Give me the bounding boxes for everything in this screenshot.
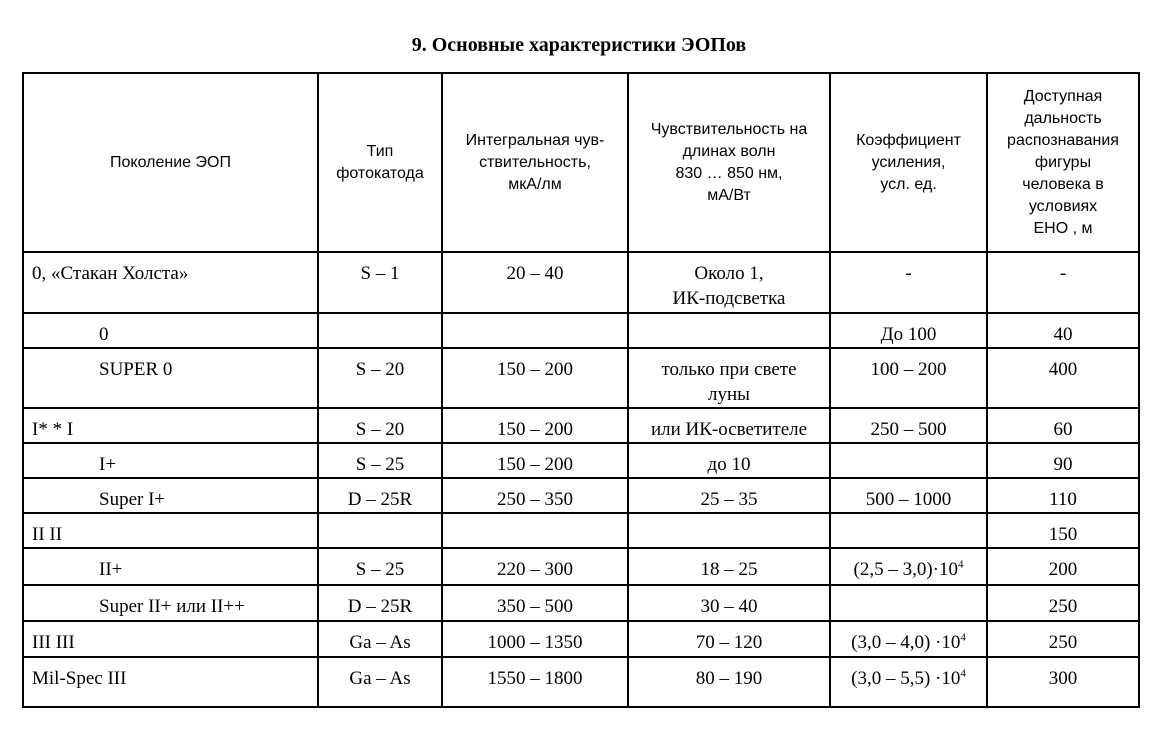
cell-generation (23, 657, 318, 707)
cell-integral-sensitivity-text: 220 – 300 (497, 559, 573, 580)
cell-recognition-range (987, 313, 1139, 348)
cell-integral-sensitivity (442, 252, 628, 313)
cell-wavelength-sensitivity-text: только при свете (661, 359, 797, 380)
cell-wavelength-sensitivity-text: или ИК-осветителе (650, 419, 808, 440)
cell-generation (23, 348, 318, 408)
header-recognition-range: Доступная дальность распознавания фигуры человека в условиях ЕНО , м (987, 73, 1139, 252)
cell-wavelength-sensitivity (628, 478, 830, 513)
cell-integral-sensitivity (442, 657, 628, 707)
cell-photocathode-text: S – 20 (355, 359, 405, 380)
cell-integral-sensitivity-text: 1550 – 1800 (487, 668, 583, 689)
cell-integral-sensitivity-text: 20 – 40 (506, 263, 564, 284)
cell-wavelength-sensitivity-text: до 10 (707, 454, 751, 475)
cell-recognition-range-text: 250 (1048, 596, 1078, 617)
cell-gain (830, 252, 987, 313)
cell-generation (23, 621, 318, 657)
cell-integral-sensitivity-text: 350 – 500 (497, 596, 573, 617)
cell-generation-text: 0 (99, 324, 109, 345)
cell-recognition-range-text: 90 (1053, 454, 1073, 475)
cell-photocathode (318, 513, 442, 548)
cell-gain (830, 657, 987, 707)
cell-recognition-range-text: 250 (1048, 632, 1078, 653)
cell-wavelength-sensitivity-text: 70 – 120 (695, 632, 763, 653)
gain-exponent: 4 (960, 667, 966, 680)
cell-recognition-range-text: 400 (1048, 359, 1078, 380)
cell-integral-sensitivity (442, 548, 628, 585)
cell-recognition-range (987, 408, 1139, 443)
cell-integral-sensitivity-text: 150 – 200 (497, 419, 573, 440)
cell-wavelength-sensitivity-text: ИК-подсветка (672, 288, 786, 309)
cell-wavelength-sensitivity (628, 513, 830, 548)
cell-integral-sensitivity (442, 408, 628, 443)
table-row (23, 621, 1139, 657)
cell-photocathode-text: D – 25R (347, 489, 413, 510)
gain-exponent: 4 (957, 558, 964, 571)
table-row (23, 313, 1139, 348)
header-integral-sensitivity: Интегральная чув- ствительность, мкА/лм (442, 73, 628, 252)
gain-exponent: 4 (960, 631, 966, 644)
cell-integral-sensitivity (442, 513, 628, 548)
cell-photocathode (318, 585, 442, 621)
cell-integral-sensitivity-text: 150 – 200 (497, 454, 573, 475)
cell-recognition-range-text: 40 (1053, 324, 1073, 345)
cell-integral-sensitivity-text: 1000 – 1350 (487, 632, 583, 653)
cell-recognition-range (987, 513, 1139, 548)
cell-gain-text: (2,5 – 3,0)·10 (853, 559, 958, 580)
cell-gain (830, 313, 987, 348)
cell-photocathode (318, 657, 442, 707)
header-photocathode-type: Тип фотокатода (318, 73, 442, 252)
cell-recognition-range-text: 60 (1053, 419, 1073, 440)
cell-photocathode (318, 408, 442, 443)
cell-photocathode (318, 348, 442, 408)
cell-photocathode-text: S – 25 (355, 559, 405, 580)
cell-generation (23, 548, 318, 585)
header-wavelength-sensitivity: Чувствительность на длинах волн 830 … 850 нм, мА/Вт (628, 73, 830, 252)
cell-photocathode (318, 621, 442, 657)
cell-integral-sensitivity (442, 348, 628, 408)
cell-photocathode (318, 548, 442, 585)
cell-generation (23, 513, 318, 548)
cell-wavelength-sensitivity-text: 18 – 25 (700, 559, 758, 580)
cell-gain (830, 348, 987, 408)
cell-gain-text: 100 – 200 (870, 359, 947, 380)
cell-wavelength-sensitivity (628, 443, 830, 478)
cell-wavelength-sensitivity (628, 548, 830, 585)
cell-generation-text: Mil-Spec III (32, 668, 127, 689)
cell-gain-text: 500 – 1000 (865, 489, 952, 510)
cell-gain-text: До 100 (880, 324, 937, 345)
cell-integral-sensitivity (442, 621, 628, 657)
table-row (23, 585, 1139, 621)
table-row (23, 548, 1139, 585)
cell-photocathode (318, 478, 442, 513)
table-row (23, 513, 1139, 548)
cell-wavelength-sensitivity (628, 313, 830, 348)
cell-gain-text: (3,0 – 5,5) ·10 (851, 668, 961, 689)
table-row (23, 252, 1139, 313)
header-gain: Коэффициент усиления, усл. ед. (830, 73, 987, 252)
cell-integral-sensitivity (442, 443, 628, 478)
cell-generation (23, 408, 318, 443)
cell-photocathode-text: S – 20 (355, 419, 405, 440)
cell-wavelength-sensitivity-text: 30 – 40 (700, 596, 758, 617)
cell-photocathode (318, 443, 442, 478)
cell-recognition-range-text: 110 (1049, 489, 1077, 510)
cell-gain (830, 513, 987, 548)
cell-photocathode (318, 252, 442, 313)
table-row (23, 657, 1139, 707)
cell-recognition-range-text: - (1059, 263, 1067, 284)
cell-recognition-range (987, 621, 1139, 657)
cell-generation-text: 0, «Стакан Холста» (32, 263, 189, 284)
cell-wavelength-sensitivity (628, 657, 830, 707)
cell-gain-text: (3,0 – 4,0) ·10 (851, 632, 961, 653)
cell-integral-sensitivity-text: 250 – 350 (497, 489, 573, 510)
cell-gain (830, 408, 987, 443)
cell-wavelength-sensitivity (628, 585, 830, 621)
table-row (23, 348, 1139, 408)
cell-generation-text: II+ (99, 559, 123, 580)
document-title: 9. Основные характеристики ЭОПов (411, 34, 747, 56)
cell-wavelength-sensitivity (628, 408, 830, 443)
characteristics-table (22, 72, 1140, 708)
cell-recognition-range (987, 443, 1139, 478)
cell-generation-text: Super II+ или II++ (99, 596, 245, 617)
cell-gain (830, 585, 987, 621)
cell-photocathode-text: S – 25 (355, 454, 405, 475)
cell-generation (23, 443, 318, 478)
cell-wavelength-sensitivity-text: 80 – 190 (695, 668, 763, 689)
cell-gain-text: - (905, 263, 912, 284)
cell-photocathode (318, 313, 442, 348)
cell-gain (830, 548, 987, 585)
cell-generation (23, 478, 318, 513)
cell-generation-text: SUPER 0 (99, 359, 173, 380)
header-row (23, 73, 1139, 252)
cell-recognition-range (987, 585, 1139, 621)
cell-generation-text: I* * I (32, 419, 74, 440)
cell-photocathode-text: Ga – As (349, 632, 411, 653)
cell-recognition-range (987, 252, 1139, 313)
cell-gain (830, 621, 987, 657)
cell-integral-sensitivity (442, 313, 628, 348)
cell-photocathode-text: Ga – As (349, 668, 411, 689)
cell-recognition-range (987, 478, 1139, 513)
table-row (23, 408, 1139, 443)
cell-gain (830, 443, 987, 478)
cell-photocathode-text: D – 25R (347, 596, 413, 617)
cell-recognition-range (987, 657, 1139, 707)
cell-integral-sensitivity (442, 478, 628, 513)
cell-recognition-range-text: 200 (1048, 559, 1078, 580)
cell-wavelength-sensitivity-text: 25 – 35 (700, 489, 758, 510)
table-row (23, 478, 1139, 513)
cell-wavelength-sensitivity (628, 348, 830, 408)
cell-wavelength-sensitivity-text: луны (708, 384, 750, 405)
cell-generation (23, 313, 318, 348)
cell-generation (23, 252, 318, 313)
cell-recognition-range-text: 150 (1048, 524, 1078, 545)
cell-generation-text: I+ (99, 454, 117, 475)
cell-integral-sensitivity-text: 150 – 200 (497, 359, 573, 380)
cell-recognition-range (987, 348, 1139, 408)
cell-generation-text: III III (32, 632, 75, 653)
header-generation: Поколение ЭОП (23, 73, 318, 252)
cell-integral-sensitivity (442, 585, 628, 621)
cell-wavelength-sensitivity (628, 252, 830, 313)
cell-generation-text: Super I+ (99, 489, 166, 510)
cell-photocathode-text: S – 1 (360, 263, 400, 284)
cell-gain-text: 250 – 500 (870, 419, 947, 440)
cell-generation-text: II II (32, 524, 63, 545)
table-row (23, 443, 1139, 478)
cell-gain (830, 478, 987, 513)
cell-wavelength-sensitivity (628, 621, 830, 657)
cell-recognition-range (987, 548, 1139, 585)
cell-generation (23, 585, 318, 621)
cell-recognition-range-text: 300 (1048, 668, 1078, 689)
cell-wavelength-sensitivity-text: Около 1, (694, 263, 764, 284)
